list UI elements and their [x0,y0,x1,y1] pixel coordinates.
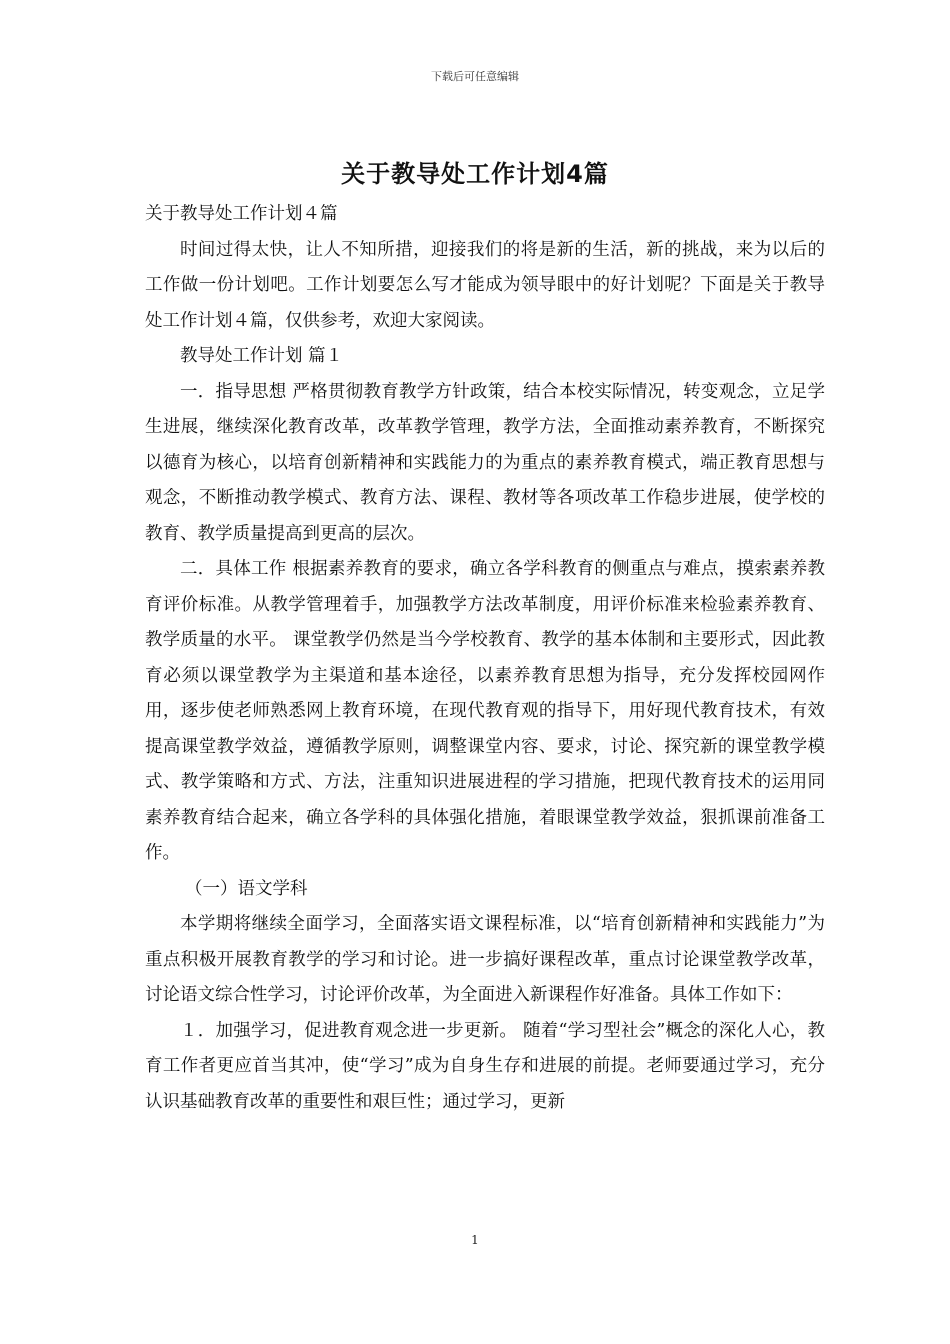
specific-work-paragraph: 二．具体工作 根据素养教育的要求，确立各学科教育的侧重点与难点，摸索素养教育评价标准。从教学管理着手，加强教学方法改革制度，用评价标准来检验素养教育、教学质量的水平。 课堂教学仍然是当今学校教育、教学的基本体制和主要形式，因此教育必须以课堂教学为主渠道和基本途径，以素养教育思想为指导，充分发挥校园网作用，逐步使老师熟悉网上教育环境，在现代教育观的指导下，用好现代教育技术，有效提高课堂教学效益，遵循教学原则，调整课堂内容、要求，讨论、探究新的课堂教学模式、教学策略和方式、方法，注重知识进展进程的学习措施，把现代教育技术的运用同素养教育结合起来，确立各学科的具体强化措施，着眼课堂教学效益，狠抓课前准备工作。 [145,559,825,863]
subsection-heading: （一）语文学科 [185,878,308,899]
document-title: 关于教导处工作计划4篇 [341,160,609,188]
chinese-subject-paragraph: 本学期将继续全面学习，全面落实语文课程标准，以“培育创新精神和实践能力”为重点积极开展教育教学的学习和讨论。进一步搞好课程改革，重点讨论课堂教学改革，讨论语文综合性学习，讨论评价改革，为全面进入新课程作好准备。具体工作如下： [145,914,825,1005]
section-heading: 教导处工作计划 篇１ [180,346,344,366]
strengthen-learning-paragraph: １．加强学习，促进教育观念进一步更新。 随着“学习型社会”概念的深化人心，教育工作者更应首当其冲，使“学习”成为自身生存和进展的前提。老师要通过学习，充分认识基础教育改革的重要性和艰巨性；通过学习，更新 [145,1020,825,1112]
guiding-ideology-paragraph: 一．指导思想 严格贯彻教育教学方针政策，结合本校实际情况，转变观念，立足学生进展，继续深化教育改革，改革教学管理，教学方法，全面推动素养教育，不断探究以德育为核心，以培育创新精神和实践能力的为重点的素养教育模式，端正教育思想与观念，不断推动教学模式、教育方法、课程、教材等各项改革工作稳步进展，使学校的教育、教学质量提高到更高的层次。 [145,381,825,544]
page-number: 1 [471,1233,479,1247]
subtitle-line: 关于教导处工作计划４篇 [145,204,338,224]
header-note: 下载后可任意编辑 [431,70,519,83]
intro-paragraph: 时间过得太快，让人不知所措，迎接我们的将是新的生活，新的挑战，来为以后的工作做一份计划吧。工作计划要怎么写才能成为领导眼中的好计划呢？下面是关于教导处工作计划４篇，仅供参考，欢迎大家阅读。 [145,239,825,331]
document-body [145,197,825,1120]
